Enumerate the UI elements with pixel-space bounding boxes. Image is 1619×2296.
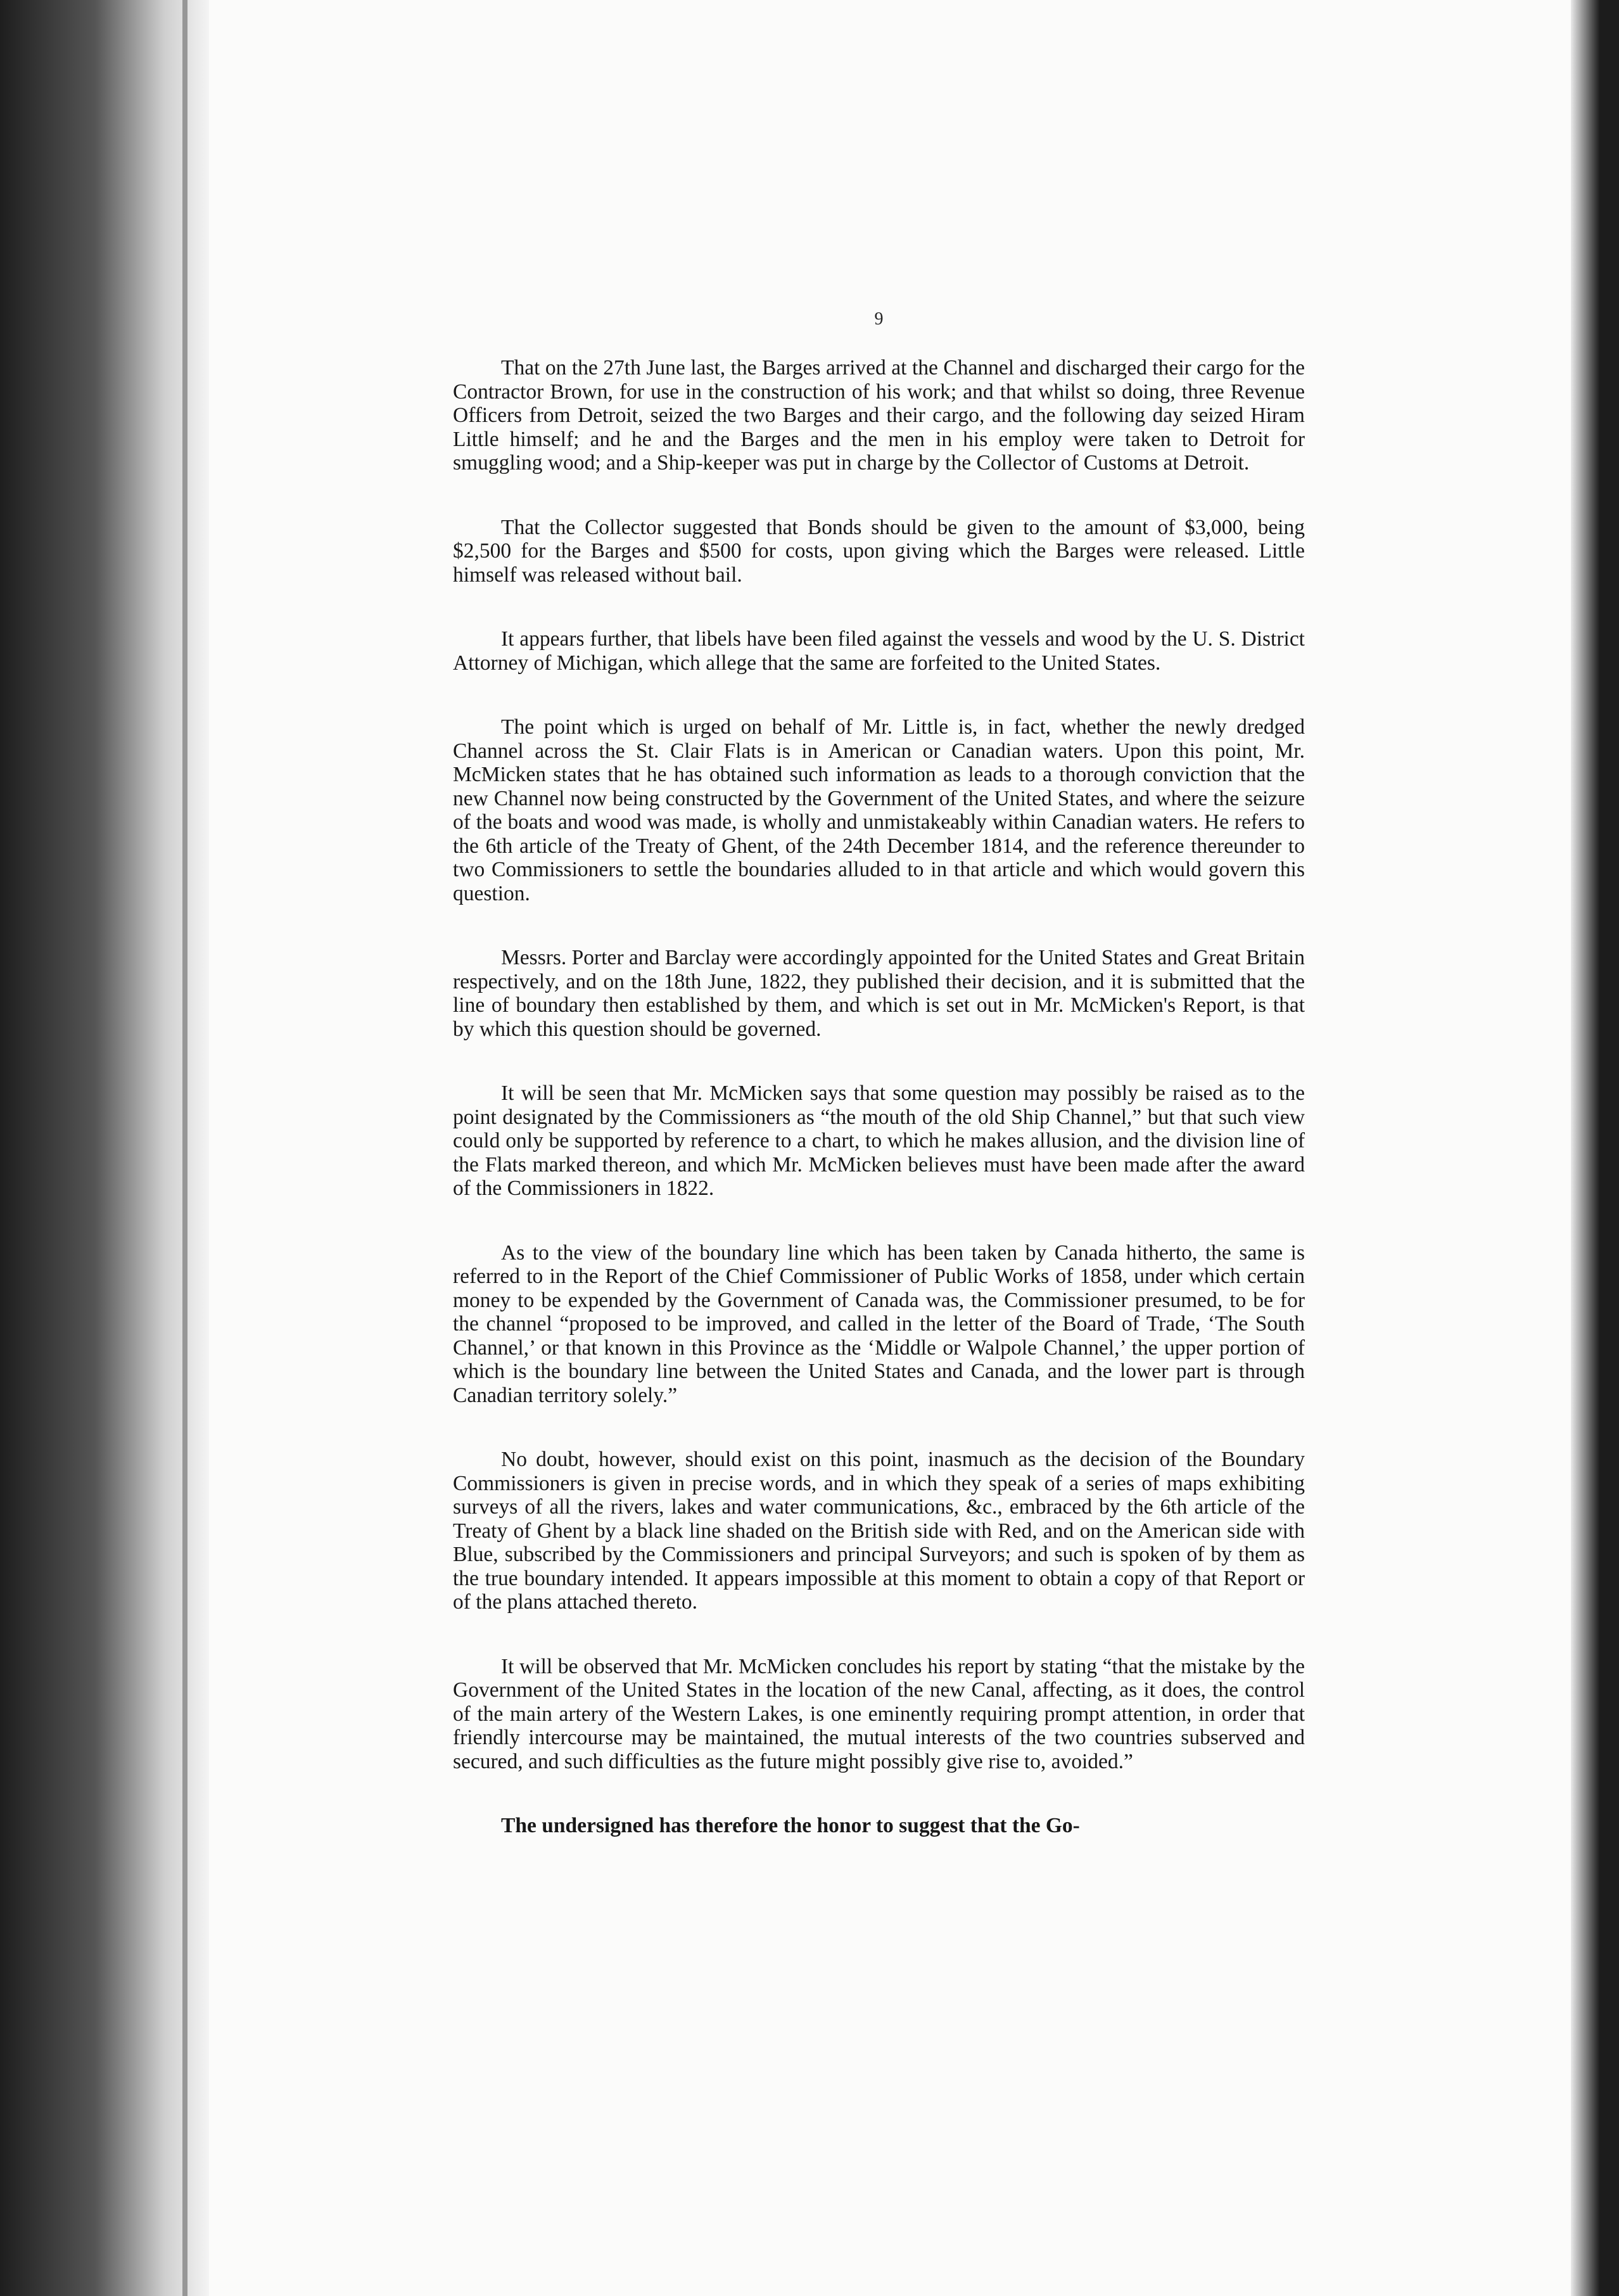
- paragraph-channel-question: The point which is urged on behalf of Mr. Little is, in fact, whether the newly dredged Channel across the St. Clair Flats is in American or Canadian waters. Upon this point, Mr. McMicken states that he has obtained such information as leads to a thorough conviction that the new Channel now being constructed by the Government of the United States, and where the seizure of the boats and wood was made, is wholly and unmistakeably within Canadian waters. He refers to the 6th article of the Treaty of Ghent, of the 24th December 1814, and the reference thereunder to two Commissioners to settle the boundaries alluded to in that article and which would govern this question.: [453, 715, 1305, 905]
- page-content: [453, 309, 1305, 1838]
- paragraph-commissioners-decision: Messrs. Porter and Barclay were accordingly appointed for the United States and Great Britain respectively, and on the 18th June, 1822, they published their decision, and it is submitted that the line of boundary then established by them, and which is set out in Mr. McMicken's Report, is that by which this question should be governed.: [453, 946, 1305, 1041]
- page-right-edge: [1571, 0, 1619, 2296]
- paragraph-boundary-maps: No doubt, however, should exist on this point, inasmuch as the decision of the Boundary Commissioners is given in precise words, and in which they speak of a series of maps exhibiting surveys of all the rivers, lakes and water communications, &c., embraced by the 6th article of the Treaty of Ghent by a black line shaded on the British side with Red, and on the American side with Blue, subscribed by the Commissioners and principal Surveyors; and such is spoken of by them as the true boundary intended. It appears impossible at this moment to obtain a copy of that Report or of the plans attached thereto.: [453, 1448, 1305, 1614]
- paragraph-barges-arrival: That on the 27th June last, the Barges arrived at the Channel and discharged their cargo for the Contractor Brown, for use in the construction of his work; and that whilst so doing, three Revenue Officers from Detroit, seized the two Barges and their cargo, and the following day seized Hiram Little himself; and he and the Barges and the men in his employ were taken to Detroit for smuggling wood; and a Ship-keeper was put in charge by the Collector of Customs at Detroit.: [453, 356, 1305, 475]
- paragraph-boundary-view: As to the view of the boundary line which has been taken by Canada hitherto, the same is referred to in the Report of the Chief Commissioner of Public Works of 1858, under which certain money to be expended by the Government of Canada was, the Commissioner presumed, to be for the channel “proposed to be improved, and called in the letter of the Board of Trade, ‘The South Channel,’ or that known in this Province as the ‘Middle or Walpole Channel,’ the upper portion of which is the boundary line between the United States and Canada, and the lower part is through Canadian territory solely.”: [453, 1240, 1305, 1407]
- page-number: 9: [874, 309, 884, 329]
- closing-line: The undersigned has therefore the honor to suggest that the Go-: [501, 1814, 1080, 1837]
- paragraph-report-conclusion: It will be observed that Mr. McMicken concludes his report by stating “that the mistake by the Government of the United States in the location of the new Canal, affecting, as it does, the control of the main artery of the Western Lakes, is one eminently requiring prompt attention, in order that friendly intercourse may be maintained, the mutual interests of the two countries subserved and secured, and such difficulties as the future might possibly give rise to, avoided.”: [453, 1654, 1305, 1773]
- paragraph-libels: It appears further, that libels have been filed against the vessels and wood by the U. S. District Attorney of Michigan, which allege that the same are forfeited to the United States.: [453, 627, 1305, 675]
- binding-fold-line: [182, 0, 187, 2296]
- binding-gutter: [0, 0, 209, 2296]
- paragraph-bonds: That the Collector suggested that Bonds should be given to the amount of $3,000, being $2,500 for the Barges and $500 for costs, upon giving which the Barges were released. Little himself was released without bail.: [453, 515, 1305, 587]
- paragraph-ship-channel: It will be seen that Mr. McMicken says that some question may possibly be raised as to the point designated by the Commissioners as “the mouth of the old Ship Channel,” but that such view could only be supported by reference to a chart, to which he makes allusion, and the division line of the Flats marked thereon, and which Mr. McMicken believes must have been made after the award of the Commissioners in 1822.: [453, 1081, 1305, 1200]
